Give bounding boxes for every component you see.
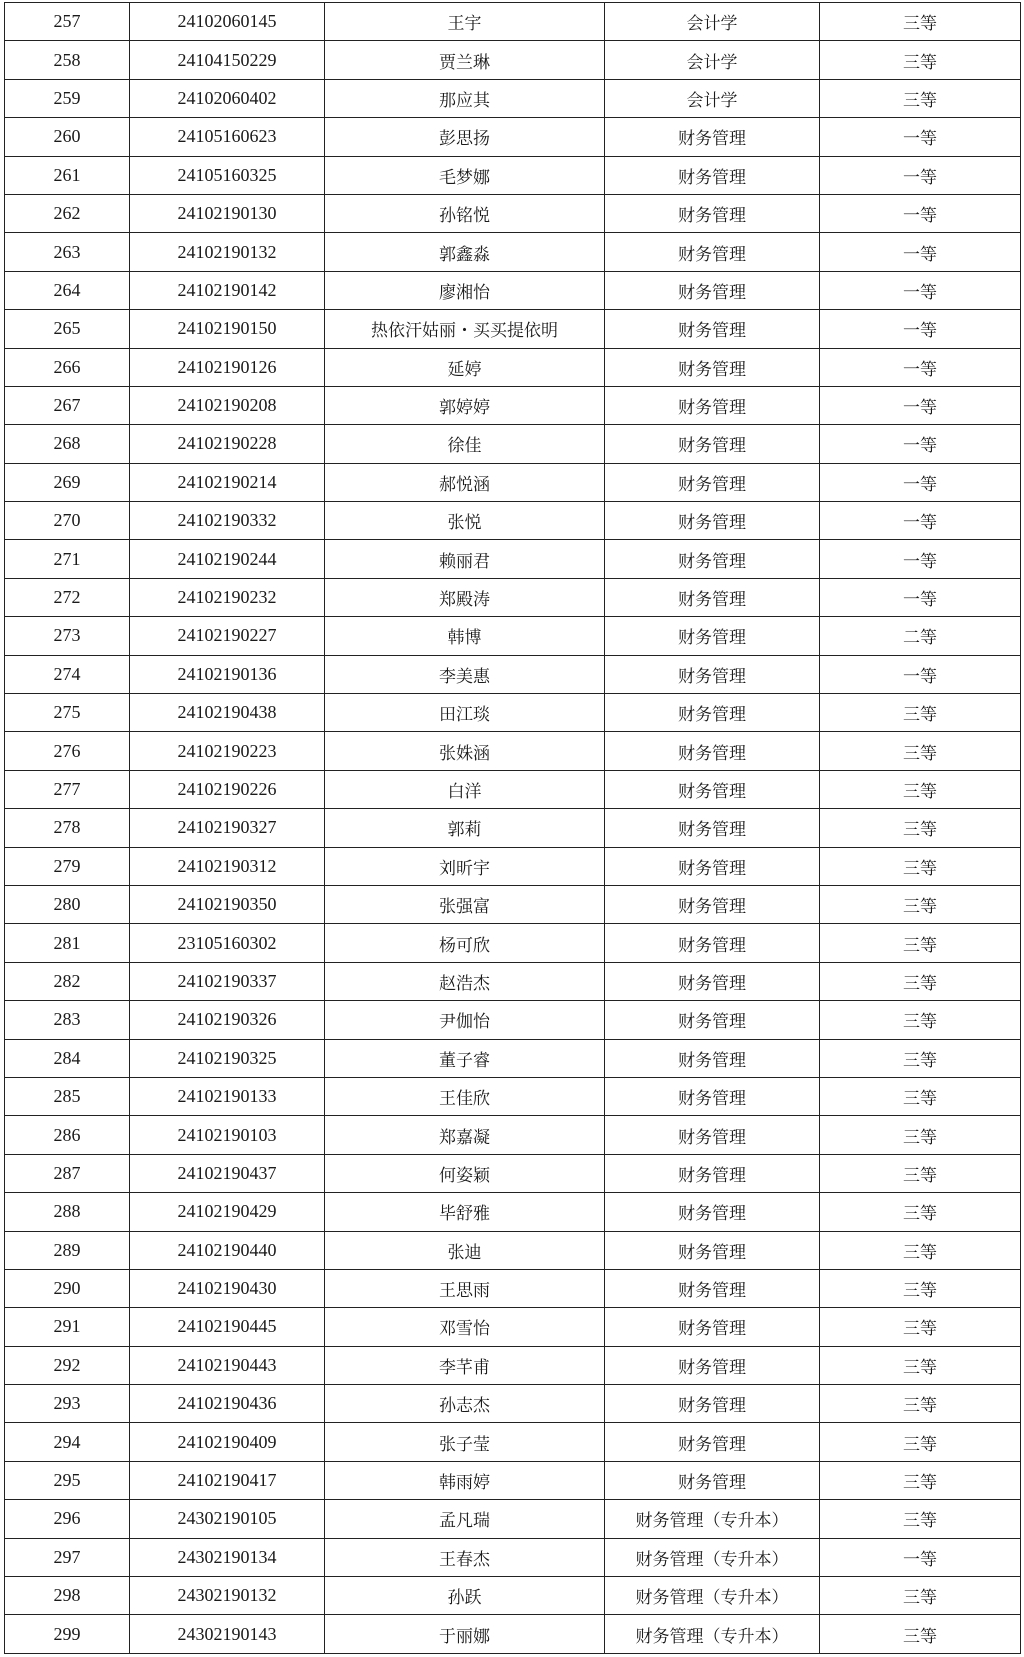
student-id-cell: 24102190430 [130, 1269, 325, 1307]
award-level-cell: 一等 [820, 310, 1021, 348]
row-number-cell: 270 [5, 502, 130, 540]
row-number-cell: 268 [5, 425, 130, 463]
student-id-cell: 24102190409 [130, 1423, 325, 1461]
table-row [5, 348, 1021, 386]
student-id-cell: 24105160325 [130, 156, 325, 194]
student-name-cell: 徐佳 [325, 425, 605, 463]
student-name-cell: 邓雪怡 [325, 1308, 605, 1346]
table-row [5, 578, 1021, 616]
row-number-cell: 296 [5, 1500, 130, 1538]
row-number-cell: 298 [5, 1577, 130, 1615]
major-cell: 财务管理 [605, 310, 820, 348]
major-cell: 会计学 [605, 3, 820, 41]
student-id-cell: 24102190226 [130, 770, 325, 808]
table-row [5, 1346, 1021, 1384]
row-number-cell: 278 [5, 809, 130, 847]
award-level-cell: 三等 [820, 885, 1021, 923]
student-name-cell: 郑殿涛 [325, 578, 605, 616]
row-number-cell: 273 [5, 617, 130, 655]
row-number-cell: 283 [5, 1001, 130, 1039]
student-name-cell: 李美惠 [325, 655, 605, 693]
student-name-cell: 郭鑫淼 [325, 233, 605, 271]
student-id-cell: 24102190325 [130, 1039, 325, 1077]
row-number-cell: 279 [5, 847, 130, 885]
award-level-cell: 一等 [820, 386, 1021, 424]
student-id-cell: 24102190440 [130, 1231, 325, 1269]
major-cell: 财务管理（专升本） [605, 1577, 820, 1615]
major-cell: 财务管理 [605, 847, 820, 885]
table-row [5, 1423, 1021, 1461]
major-cell: 财务管理 [605, 156, 820, 194]
award-level-cell: 一等 [820, 655, 1021, 693]
student-name-cell: 贾兰琳 [325, 41, 605, 79]
student-id-cell: 24102190445 [130, 1308, 325, 1346]
row-number-cell: 288 [5, 1193, 130, 1231]
row-number-cell: 281 [5, 924, 130, 962]
table-row [5, 1154, 1021, 1192]
student-name-cell: 那应其 [325, 79, 605, 117]
student-name-cell: 郭婷婷 [325, 386, 605, 424]
major-cell: 财务管理 [605, 885, 820, 923]
row-number-cell: 272 [5, 578, 130, 616]
major-cell: 财务管理 [605, 1269, 820, 1307]
table-row [5, 617, 1021, 655]
award-level-cell: 三等 [820, 1385, 1021, 1423]
row-number-cell: 269 [5, 463, 130, 501]
award-level-cell: 三等 [820, 1346, 1021, 1384]
major-cell: 财务管理 [605, 1461, 820, 1499]
student-name-cell: 王佳欣 [325, 1077, 605, 1115]
award-level-cell: 三等 [820, 924, 1021, 962]
student-id-cell: 24102190132 [130, 233, 325, 271]
award-level-cell: 三等 [820, 79, 1021, 117]
award-level-cell: 三等 [820, 770, 1021, 808]
table-row [5, 1538, 1021, 1576]
major-cell: 财务管理 [605, 1116, 820, 1154]
student-id-cell: 24102190350 [130, 885, 325, 923]
award-level-cell: 三等 [820, 41, 1021, 79]
row-number-cell: 260 [5, 118, 130, 156]
table-row [5, 502, 1021, 540]
award-level-cell: 一等 [820, 425, 1021, 463]
student-id-cell: 24102190133 [130, 1077, 325, 1115]
table-row [5, 386, 1021, 424]
student-name-cell: 郝悦涵 [325, 463, 605, 501]
award-level-cell: 一等 [820, 156, 1021, 194]
major-cell: 财务管理（专升本） [605, 1615, 820, 1653]
award-level-cell: 一等 [820, 271, 1021, 309]
student-name-cell: 李芊甫 [325, 1346, 605, 1384]
major-cell: 财务管理 [605, 962, 820, 1000]
major-cell: 财务管理 [605, 1154, 820, 1192]
major-cell: 财务管理 [605, 770, 820, 808]
student-name-cell: 王宇 [325, 3, 605, 41]
student-id-cell: 24102190244 [130, 540, 325, 578]
student-id-cell: 24102060145 [130, 3, 325, 41]
student-name-cell: 延婷 [325, 348, 605, 386]
student-id-cell: 24102190443 [130, 1346, 325, 1384]
student-name-cell: 毛梦娜 [325, 156, 605, 194]
row-number-cell: 282 [5, 962, 130, 1000]
table-row [5, 271, 1021, 309]
major-cell: 财务管理 [605, 694, 820, 732]
award-level-cell: 三等 [820, 1001, 1021, 1039]
award-level-cell: 一等 [820, 502, 1021, 540]
row-number-cell: 289 [5, 1231, 130, 1269]
row-number-cell: 258 [5, 41, 130, 79]
award-level-cell: 三等 [820, 1423, 1021, 1461]
major-cell: 财务管理 [605, 1039, 820, 1077]
award-level-cell: 二等 [820, 617, 1021, 655]
student-id-cell: 24102190232 [130, 578, 325, 616]
major-cell: 会计学 [605, 79, 820, 117]
student-id-cell: 24102190126 [130, 348, 325, 386]
award-level-cell: 三等 [820, 732, 1021, 770]
table-row [5, 425, 1021, 463]
table-row [5, 924, 1021, 962]
student-id-cell: 24102190214 [130, 463, 325, 501]
row-number-cell: 274 [5, 655, 130, 693]
student-name-cell: 尹伽怡 [325, 1001, 605, 1039]
major-cell: 财务管理 [605, 118, 820, 156]
award-level-cell: 三等 [820, 1039, 1021, 1077]
student-name-cell: 热依汗姑丽・买买提依明 [325, 310, 605, 348]
table-row [5, 194, 1021, 232]
student-id-cell: 24102190436 [130, 1385, 325, 1423]
major-cell: 财务管理 [605, 233, 820, 271]
student-name-cell: 白洋 [325, 770, 605, 808]
row-number-cell: 294 [5, 1423, 130, 1461]
student-name-cell: 赵浩杰 [325, 962, 605, 1000]
student-name-cell: 王思雨 [325, 1269, 605, 1307]
student-name-cell: 王春杰 [325, 1538, 605, 1576]
table-row [5, 463, 1021, 501]
major-cell: 财务管理 [605, 463, 820, 501]
student-id-cell: 24102190103 [130, 1116, 325, 1154]
award-level-cell: 三等 [820, 1461, 1021, 1499]
major-cell: 会计学 [605, 41, 820, 79]
student-name-cell: 廖湘怡 [325, 271, 605, 309]
student-id-cell: 24102190327 [130, 809, 325, 847]
award-level-cell: 一等 [820, 194, 1021, 232]
student-id-cell: 24302190105 [130, 1500, 325, 1538]
major-cell: 财务管理 [605, 924, 820, 962]
table-row [5, 770, 1021, 808]
student-name-cell: 张悦 [325, 502, 605, 540]
row-number-cell: 262 [5, 194, 130, 232]
student-id-cell: 24102190208 [130, 386, 325, 424]
row-number-cell: 280 [5, 885, 130, 923]
row-number-cell: 275 [5, 694, 130, 732]
major-cell: 财务管理 [605, 271, 820, 309]
major-cell: 财务管理 [605, 1423, 820, 1461]
row-number-cell: 287 [5, 1154, 130, 1192]
award-level-cell: 三等 [820, 1577, 1021, 1615]
table-row [5, 732, 1021, 770]
student-name-cell: 孙铭悦 [325, 194, 605, 232]
major-cell: 财务管理 [605, 1193, 820, 1231]
award-level-cell: 三等 [820, 809, 1021, 847]
student-name-cell: 韩雨婷 [325, 1461, 605, 1499]
row-number-cell: 267 [5, 386, 130, 424]
table-row [5, 1308, 1021, 1346]
table-row [5, 1500, 1021, 1538]
major-cell: 财务管理 [605, 1346, 820, 1384]
award-level-cell: 三等 [820, 1193, 1021, 1231]
student-name-cell: 何姿颖 [325, 1154, 605, 1192]
row-number-cell: 295 [5, 1461, 130, 1499]
student-id-cell: 24102190312 [130, 847, 325, 885]
student-name-cell: 田江琰 [325, 694, 605, 732]
row-number-cell: 266 [5, 348, 130, 386]
row-number-cell: 284 [5, 1039, 130, 1077]
table-row [5, 1385, 1021, 1423]
table-row [5, 885, 1021, 923]
award-level-cell: 一等 [820, 540, 1021, 578]
row-number-cell: 271 [5, 540, 130, 578]
major-cell: 财务管理 [605, 540, 820, 578]
student-id-cell: 24302190134 [130, 1538, 325, 1576]
student-name-cell: 孙跃 [325, 1577, 605, 1615]
award-level-cell: 三等 [820, 962, 1021, 1000]
major-cell: 财务管理 [605, 1077, 820, 1115]
award-level-cell: 三等 [820, 1077, 1021, 1115]
row-number-cell: 261 [5, 156, 130, 194]
table-row [5, 1077, 1021, 1115]
major-cell: 财务管理 [605, 502, 820, 540]
table-row [5, 1231, 1021, 1269]
student-id-cell: 24102060402 [130, 79, 325, 117]
table-row [5, 540, 1021, 578]
major-cell: 财务管理 [605, 386, 820, 424]
major-cell: 财务管理 [605, 809, 820, 847]
award-level-cell: 一等 [820, 463, 1021, 501]
major-cell: 财务管理 [605, 655, 820, 693]
student-id-cell: 24102190228 [130, 425, 325, 463]
table-row [5, 156, 1021, 194]
student-id-cell: 24105160623 [130, 118, 325, 156]
student-name-cell: 毕舒雅 [325, 1193, 605, 1231]
row-number-cell: 299 [5, 1615, 130, 1653]
table-row [5, 1001, 1021, 1039]
major-cell: 财务管理 [605, 732, 820, 770]
table-row [5, 1116, 1021, 1154]
row-number-cell: 265 [5, 310, 130, 348]
table-row [5, 1577, 1021, 1615]
student-name-cell: 韩博 [325, 617, 605, 655]
table-row [5, 310, 1021, 348]
student-id-cell: 24102190150 [130, 310, 325, 348]
table-row [5, 847, 1021, 885]
row-number-cell: 285 [5, 1077, 130, 1115]
table-row [5, 233, 1021, 271]
student-name-cell: 于丽娜 [325, 1615, 605, 1653]
table-row [5, 41, 1021, 79]
table-row [5, 1193, 1021, 1231]
student-name-cell: 赖丽君 [325, 540, 605, 578]
student-id-cell: 24102190337 [130, 962, 325, 1000]
award-level-cell: 三等 [820, 3, 1021, 41]
student-id-cell: 24102190429 [130, 1193, 325, 1231]
student-id-cell: 24102190417 [130, 1461, 325, 1499]
table-row [5, 118, 1021, 156]
student-id-cell: 24302190143 [130, 1615, 325, 1653]
student-id-cell: 24102190332 [130, 502, 325, 540]
award-level-cell: 三等 [820, 847, 1021, 885]
student-id-cell: 24102190326 [130, 1001, 325, 1039]
award-level-cell: 三等 [820, 1116, 1021, 1154]
award-level-cell: 三等 [820, 1615, 1021, 1653]
student-name-cell: 刘昕宇 [325, 847, 605, 885]
student-name-cell: 杨可欣 [325, 924, 605, 962]
major-cell: 财务管理 [605, 1001, 820, 1039]
student-id-cell: 24102190136 [130, 655, 325, 693]
table-row [5, 1269, 1021, 1307]
award-level-cell: 三等 [820, 1269, 1021, 1307]
student-name-cell: 孙志杰 [325, 1385, 605, 1423]
table-row [5, 962, 1021, 1000]
row-number-cell: 286 [5, 1116, 130, 1154]
table-row [5, 655, 1021, 693]
award-level-cell: 三等 [820, 694, 1021, 732]
row-number-cell: 290 [5, 1269, 130, 1307]
student-name-cell: 郭莉 [325, 809, 605, 847]
student-name-cell: 张子莹 [325, 1423, 605, 1461]
award-level-cell: 三等 [820, 1308, 1021, 1346]
student-id-cell: 24102190437 [130, 1154, 325, 1192]
student-id-cell: 24102190438 [130, 694, 325, 732]
major-cell: 财务管理 [605, 1231, 820, 1269]
award-level-cell: 三等 [820, 1500, 1021, 1538]
major-cell: 财务管理（专升本） [605, 1538, 820, 1576]
table-body [5, 3, 1021, 1654]
student-name-cell: 张迪 [325, 1231, 605, 1269]
student-id-cell: 24102190130 [130, 194, 325, 232]
scholarship-list-sheet [4, 2, 1020, 1654]
award-level-cell: 一等 [820, 1538, 1021, 1576]
major-cell: 财务管理 [605, 425, 820, 463]
row-number-cell: 291 [5, 1308, 130, 1346]
row-number-cell: 257 [5, 3, 130, 41]
award-level-cell: 一等 [820, 233, 1021, 271]
student-name-cell: 孟凡瑞 [325, 1500, 605, 1538]
award-level-cell: 一等 [820, 348, 1021, 386]
table-row [5, 809, 1021, 847]
major-cell: 财务管理 [605, 348, 820, 386]
row-number-cell: 263 [5, 233, 130, 271]
row-number-cell: 259 [5, 79, 130, 117]
row-number-cell: 264 [5, 271, 130, 309]
student-id-cell: 24102190223 [130, 732, 325, 770]
table-row [5, 694, 1021, 732]
student-name-cell: 董子睿 [325, 1039, 605, 1077]
student-id-cell: 24104150229 [130, 41, 325, 79]
table-row [5, 1615, 1021, 1653]
major-cell: 财务管理（专升本） [605, 1500, 820, 1538]
row-number-cell: 292 [5, 1346, 130, 1384]
award-level-cell: 一等 [820, 578, 1021, 616]
student-id-cell: 24102190227 [130, 617, 325, 655]
scholarship-table [4, 2, 1021, 1654]
row-number-cell: 277 [5, 770, 130, 808]
award-level-cell: 三等 [820, 1231, 1021, 1269]
table-row [5, 1039, 1021, 1077]
table-row [5, 79, 1021, 117]
major-cell: 财务管理 [605, 617, 820, 655]
row-number-cell: 293 [5, 1385, 130, 1423]
award-level-cell: 一等 [820, 118, 1021, 156]
award-level-cell: 三等 [820, 1154, 1021, 1192]
major-cell: 财务管理 [605, 194, 820, 232]
student-name-cell: 郑嘉凝 [325, 1116, 605, 1154]
row-number-cell: 276 [5, 732, 130, 770]
table-row [5, 3, 1021, 41]
student-name-cell: 张姝涵 [325, 732, 605, 770]
student-name-cell: 彭思扬 [325, 118, 605, 156]
student-name-cell: 张强富 [325, 885, 605, 923]
major-cell: 财务管理 [605, 1385, 820, 1423]
student-id-cell: 24102190142 [130, 271, 325, 309]
table-row [5, 1461, 1021, 1499]
major-cell: 财务管理 [605, 578, 820, 616]
student-id-cell: 23105160302 [130, 924, 325, 962]
student-id-cell: 24302190132 [130, 1577, 325, 1615]
row-number-cell: 297 [5, 1538, 130, 1576]
major-cell: 财务管理 [605, 1308, 820, 1346]
